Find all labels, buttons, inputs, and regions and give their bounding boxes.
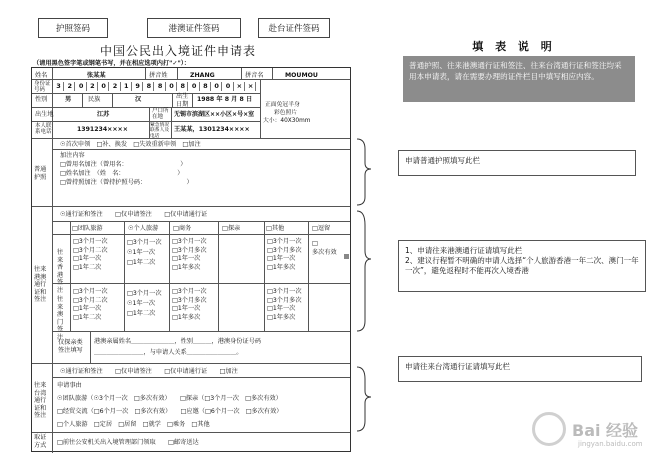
section-braces: [355, 135, 375, 455]
mo-col-b[interactable]: □3个月一次 ☉1年一次 □1年二次: [127, 290, 162, 317]
hk-col-e[interactable]: □ 多次有效: [312, 240, 337, 256]
passport-code-button[interactable]: 护照签码: [38, 18, 108, 38]
taiwan-note: 申请往来台湾通行证请填写此栏: [398, 356, 642, 382]
taiwan-code-button[interactable]: 赴台证件签码: [258, 18, 330, 38]
id-digit[interactable]: 2: [65, 82, 75, 91]
hkmo-options[interactable]: ☉通行证和签注 □仅申请签注 □仅申请通行证: [60, 211, 208, 218]
name-label: 姓名: [35, 72, 48, 79]
watermark-logo: [532, 412, 566, 446]
py-surname-label: 拼音姓: [149, 72, 168, 79]
relative-line-1[interactable]: 港澳亲属姓名＿＿＿＿＿＿＿，性别＿＿＿，港澳身份证号码: [94, 338, 262, 345]
taiwan-side-label: 往来台湾通行证和签注: [34, 382, 47, 419]
passport-line-2[interactable]: □姓名加注 （姓 名： ）: [60, 170, 184, 177]
id-digit[interactable]: 8: [156, 82, 166, 91]
name-value[interactable]: 张某某: [87, 72, 106, 79]
py-surname-value[interactable]: ZHANG: [190, 72, 215, 79]
taiwan-line-3[interactable]: □个人旅游 □定居 □居留 □就学 □乘务 □其他: [57, 421, 210, 428]
id-digit[interactable]: 0: [99, 82, 109, 91]
watermark-url: jingyan.baidu.com: [578, 440, 643, 448]
pickup-options[interactable]: □前往公安机关出入境管理部门领取 □邮寄送达: [57, 439, 199, 446]
birthplace-value[interactable]: 江苏: [97, 111, 110, 118]
photo-text-1: 正面免冠半身: [265, 102, 300, 108]
hkmo-code-button[interactable]: 港澳证件签码: [147, 18, 241, 38]
fill-note: （请用黑色签字笔或钢笔书写，并在相应选项内打"✓"）：: [33, 60, 191, 67]
id-digit[interactable]: 0: [212, 82, 222, 91]
ethnic-value[interactable]: 汉: [135, 96, 142, 103]
photo-text-2: 彩色照片: [274, 110, 298, 116]
hk-col-d[interactable]: □3个月一次 □3个月多次 □1年一次 □1年多次: [267, 238, 302, 271]
id-digit[interactable]: 0: [224, 82, 234, 91]
mo-label: 往来澳门签注: [57, 296, 64, 341]
hkmo-header-other[interactable]: □其他: [266, 225, 285, 232]
py-given-value[interactable]: MOUMOU: [285, 72, 318, 79]
birth-label: 出生日期: [176, 93, 189, 108]
watermark-brand: Bai 经验: [572, 421, 639, 440]
hkmo-header-group[interactable]: □团队旅游: [72, 225, 103, 232]
mo-col-d[interactable]: □3个月一次 □3个月多次 □1年一次 □1年多次: [267, 288, 302, 321]
hkmo-header-personal[interactable]: ☉个人旅游: [128, 225, 159, 232]
pickup-side-label: 取证方式: [34, 434, 47, 449]
hkmo-header-visit[interactable]: □探亲: [222, 225, 241, 232]
id-digit[interactable]: 2: [88, 82, 98, 91]
py-given-label: 拼音名: [245, 72, 264, 79]
instructions-description: 普通护照、往来港澳通行证和签注、往来台湾通行证和签注均采用本申请表，请在需要办理的证件栏目中填写相应内容。: [403, 56, 635, 102]
taiwan-reason-label: 申请事由: [57, 382, 82, 389]
id-digit[interactable]: 8: [201, 82, 211, 91]
id-digit[interactable]: 0: [77, 82, 87, 91]
relative-label: 仅探亲类签注填写: [58, 339, 83, 354]
hukou-value[interactable]: 无锡市滨湖区××小区×号×室: [174, 111, 255, 118]
passport-line-3[interactable]: □曾持照加注（曾持护照号码： ）: [60, 179, 193, 186]
application-form: [31, 67, 351, 452]
emergency-value[interactable]: 王某某，1301234××××: [174, 126, 250, 133]
passport-type-options[interactable]: ☉首次申领 □补、换发 □失效重新申领 □加注: [60, 141, 201, 148]
birth-value[interactable]: 1988 年 8 月 8 日: [197, 96, 253, 103]
hk-col-c[interactable]: □3个月一次 □3个月多次 □1年一次 □1年多次: [172, 238, 207, 271]
hk-col-b[interactable]: □3个月一次 ☉1年一次 □1年二次: [127, 239, 162, 266]
phone-label: 本人联系电话: [35, 123, 52, 135]
sex-value[interactable]: 男: [65, 96, 72, 103]
id-digit[interactable]: 2: [111, 82, 121, 91]
mo-col-a[interactable]: □3个月一次 □3个月二次 □1年一次 □1年二次: [73, 288, 108, 321]
id-digit[interactable]: 0: [167, 82, 177, 91]
hkmo-side-label: 往来港澳通行证和签注: [34, 266, 47, 303]
id-label: 身份证号码: [34, 81, 51, 93]
taiwan-line-1[interactable]: ☉团队旅游（☉3个月一次 □多次有效） □探亲（□3个月一次 □多次有效）: [57, 395, 282, 402]
taiwan-options[interactable]: ☉通行证和签注 □仅申请签注 □仅申请通行证 □加注: [60, 368, 238, 375]
hkmo-note: 1、申请往来港澳通行证请填写此栏 2、建议行程暂不明确的申请人选择“个人旅游香港一年二次、澳门一年一次”，避免返程时不能再次入境香港: [398, 240, 646, 292]
scroll-marker: [344, 254, 349, 259]
hk-label: 往来香港签注: [57, 249, 64, 294]
hukou-label: 户口所在地: [152, 108, 169, 120]
sex-label: 性别: [35, 96, 48, 103]
id-digit[interactable]: ×: [246, 82, 256, 91]
passport-line-1[interactable]: □曾用名加注（曾用名： ）: [60, 161, 187, 168]
id-digit[interactable]: 0: [190, 82, 200, 91]
phone-value[interactable]: 1391234××××: [77, 126, 128, 133]
id-digit[interactable]: 9: [133, 82, 143, 91]
hk-col-a[interactable]: □3个月一次 □3个月二次 □1年一次 □1年二次: [73, 238, 108, 271]
id-digit[interactable]: 8: [178, 82, 188, 91]
mo-col-c[interactable]: □3个月一次 □3个月多次 □1年一次 □1年多次: [172, 288, 207, 321]
emergency-label: 紧急情况联系人及电话: [150, 123, 170, 139]
form-title: 中国公民出入境证件申请表: [99, 44, 256, 58]
passport-note: 申请普通护照填写此栏: [398, 150, 636, 176]
taiwan-line-2[interactable]: □经贸交流（□6个月一次 □多次有效） □应邀（□6个月一次 □多次有效）: [57, 408, 283, 415]
id-digit[interactable]: ×: [235, 82, 245, 91]
photo-text-3: 大小：40X30mm: [263, 118, 311, 124]
hkmo-header-stay[interactable]: □逗留: [312, 225, 331, 232]
hkmo-header-business[interactable]: □商务: [173, 225, 192, 232]
ethnic-label: 民族: [88, 96, 101, 103]
id-digit[interactable]: 3: [54, 82, 64, 91]
instructions-title: 填 表 说 明: [472, 40, 556, 53]
id-digit[interactable]: 1: [122, 82, 132, 91]
relative-line-2[interactable]: ＿＿＿＿＿＿＿＿，与申请人关系＿＿＿＿＿＿＿＿。: [94, 349, 243, 356]
passport-side-label: 普通护照: [34, 166, 47, 181]
birthplace-label: 出生地: [35, 111, 54, 118]
passport-line-0: 加注内容: [60, 152, 85, 159]
id-digit[interactable]: 8: [144, 82, 154, 91]
